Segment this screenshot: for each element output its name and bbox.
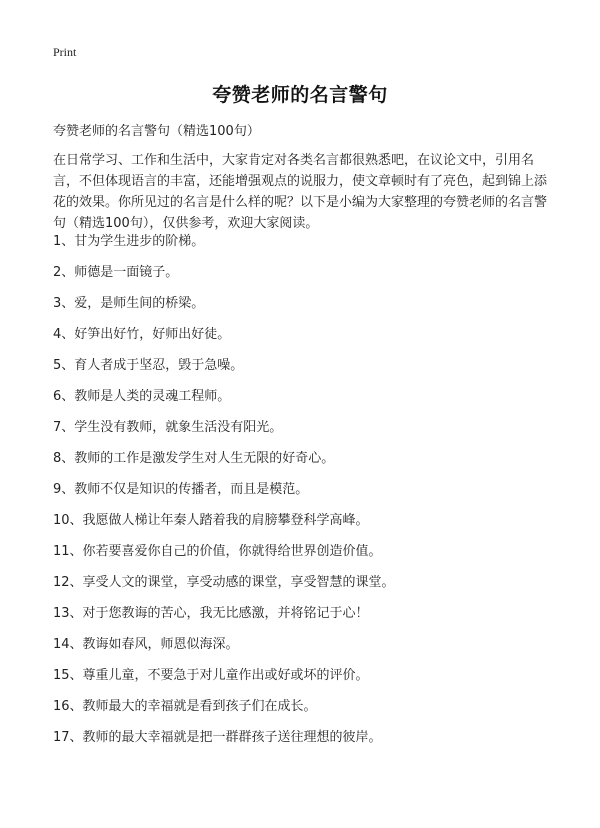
quote-item-16: 16、教师最大的幸福就是看到孩子们在成长。 <box>53 699 317 714</box>
quote-item-7: 7、学生没有教师，就象生活没有阳光。 <box>53 420 283 435</box>
quote-item-9: 9、教师不仅是知识的传播者，而且是模范。 <box>53 482 309 497</box>
quote-item-5: 5、育人者成于坚忍，毁于急噪。 <box>53 358 244 373</box>
quote-item-10: 10、我愿做人梯让年秦人踏着我的肩膀攀登科学高峰。 <box>53 513 369 528</box>
quote-item-1: 1、甘为学生进步的阶梯。 <box>53 234 205 249</box>
quote-item-17: 17、教师的最大幸福就是把一群群孩子送往理想的彼岸。 <box>53 730 382 745</box>
intro-paragraph: 在日常学习、工作和生活中，大家肯定对各类名言都很熟悉吧，在议论文中，引用名言，不但体现语言的丰富，还能增强观点的说服力，使文章顿时有了亮色，起到锦上添花的效果。你所见过的名言是什么样的呢？以下是小编为大家整理的夸赞老师的名言警句（精选100句），仅供参考，欢迎大家阅读。 <box>53 153 548 231</box>
quote-item-2: 2、师德是一面镜子。 <box>53 265 179 280</box>
quote-item-6: 6、教师是人类的灵魂工程师。 <box>53 389 231 404</box>
quote-item-11: 11、你若要喜爱你自己的价值，你就得给世界创造价值。 <box>53 544 382 559</box>
article-subtitle: 夸赞老师的名言警句（精选100句） <box>53 124 260 139</box>
quote-item-12: 12、享受人文的课堂，享受动感的课堂，享受智慧的课堂。 <box>53 575 395 590</box>
print-link[interactable]: Print <box>53 45 77 59</box>
quote-item-8: 8、教师的工作是激发学生对人生无限的好奇心。 <box>53 451 335 466</box>
quote-item-14: 14、教诲如春风，师恩似海深。 <box>53 637 239 652</box>
quote-item-3: 3、爱，是师生间的桥梁。 <box>53 296 205 311</box>
page-title: 夸赞老师的名言警句 <box>212 84 388 106</box>
quote-item-13: 13、对于您教诲的苦心，我无比感激，并将铭记于心！ <box>53 606 369 621</box>
quote-list <box>53 234 395 761</box>
quote-item-4: 4、好笋出好竹，好师出好徒。 <box>53 327 231 342</box>
quote-item-15: 15、尊重儿童，不要急于对儿童作出或好或坏的评价。 <box>53 668 369 683</box>
